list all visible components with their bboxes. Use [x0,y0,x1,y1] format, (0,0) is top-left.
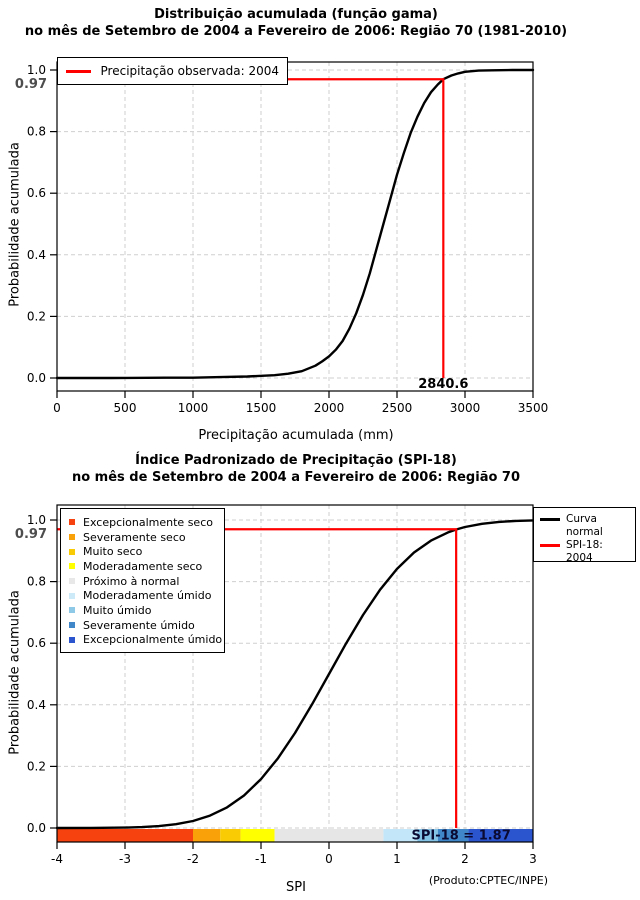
product-footnote: (Produto:CPTEC/INPE) [428,874,548,887]
gamma-cdf-curve [57,70,533,378]
spi-category-bar-segment [220,829,240,842]
x-tick-label: 1 [393,852,401,866]
line-swatch-icon [540,544,560,547]
y-tick-label: 0.2 [26,309,46,324]
spi-category-legend-item [66,603,219,618]
x-tick-label: -1 [255,852,267,866]
spi-chart-ylabel: Probabilidade acumulada [7,590,23,755]
spi-category-legend-item [66,574,219,589]
curve-legend-item [538,539,631,565]
curve-legend-item [538,513,631,539]
observation-marker-line [57,79,443,378]
category-label: Muito seco [83,545,143,559]
x-tick-label: 3500 [517,401,549,415]
spi-category-legend-item [66,530,219,545]
spi-chart-xlabel: SPI [286,880,306,895]
y-tick-label: 1.0 [26,513,46,527]
red-line-swatch-icon [66,70,91,73]
category-color-swatch-icon [69,549,75,555]
x-tick-label: 500 [113,401,137,415]
x-tick-label: 2000 [313,401,345,415]
category-color-swatch-icon [69,563,75,569]
probability-marker-value: 0.97 [14,527,47,543]
y-tick-label: 0.0 [26,371,46,385]
legend-item-label: Precipitação observada: 2004 [100,64,279,78]
curve-legend-label: Curva normal [566,513,603,538]
line-swatch-icon [540,518,560,521]
x-tick-label: 3 [529,852,537,866]
spi-value-label: SPI-18 = 1.87 [411,828,511,844]
gamma-chart-xlabel: Precipitação acumulada (mm) [198,428,394,443]
x-tick-label: 0 [325,852,333,866]
spi-category-bar-segment [275,829,384,842]
y-tick-label: 0.4 [26,697,46,712]
spi-category-legend-item [66,588,219,603]
y-tick-label: 0.6 [26,186,46,201]
category-color-swatch-icon [69,622,75,628]
category-label: Severamente seco [83,530,186,544]
y-tick-label: 1.0 [26,63,46,77]
category-label: Moderadamente seco [83,559,203,573]
x-tick-label: 2500 [381,401,413,415]
y-tick-label: 0.8 [26,124,46,139]
y-tick-label: 0.4 [26,247,46,262]
gamma-chart-title-line1: Distribuição acumulada (função gama) [154,7,438,22]
y-tick-label: 0.8 [26,574,46,589]
y-tick-label: 0.0 [26,821,46,835]
x-tick-label: 1000 [177,401,209,415]
x-tick-label: -4 [51,852,63,866]
category-color-swatch-icon [69,607,75,613]
spi-category-bar-segment [241,829,275,842]
category-color-swatch-icon [69,637,75,643]
probability-marker-value: 0.97 [14,77,47,93]
category-label: Excepcionalmente úmido [83,633,223,647]
spi-chart-title [0,452,592,486]
legend-item [66,62,279,80]
precipitation-marker-value: 2840.6 [418,377,469,392]
gamma-chart-ylabel: Probabilidade acumulada [7,142,23,307]
x-tick-label: 2 [461,852,469,866]
gamma-chart-title [0,6,592,40]
category-label: Severamente úmido [83,618,195,632]
x-tick-label: 1500 [245,401,277,415]
category-label: Moderadamente úmido [83,589,212,603]
spi-category-legend-item [66,515,219,530]
spi-category-legend [60,508,225,653]
gamma-chart-title-line2: no mês de Setembro de 2004 a Fevereiro de 2006: Região 70 (1981-2010) [24,24,568,39]
category-color-swatch-icon [69,534,75,540]
x-tick-label: -2 [187,852,199,866]
y-tick-label: 0.2 [26,759,46,774]
category-label: Excepcionalmente seco [83,515,213,529]
x-tick-label: -3 [119,852,131,866]
category-label: Próximo à normal [83,574,180,588]
spi-category-legend-item [66,544,219,559]
spi-chart-title-line2: no mês de Setembro de 2004 a Fevereiro de 2006: Região 70 [71,470,521,485]
curve-legend-label: SPI-18: 2004 [566,539,603,564]
spi-category-bar-segment [193,829,220,842]
spi-curve-legend [533,507,636,562]
plot-border [57,62,533,391]
observed-precipitation-legend [57,57,288,85]
category-color-swatch-icon [69,519,75,525]
y-tick-label: 0.6 [26,636,46,651]
spi-category-legend-item [66,633,223,648]
category-color-swatch-icon [69,578,75,584]
category-color-swatch-icon [69,593,75,599]
spi-category-legend-item [66,559,219,574]
x-tick-label: 3000 [449,401,481,415]
category-label: Muito úmido [83,603,152,617]
x-tick-label: 0 [53,401,61,415]
spi-category-bar-segment [57,829,193,842]
spi-category-legend-item [66,618,219,633]
spi-chart-title-line1: Índice Padronizado de Precipitação (SPI-18) [135,453,457,468]
